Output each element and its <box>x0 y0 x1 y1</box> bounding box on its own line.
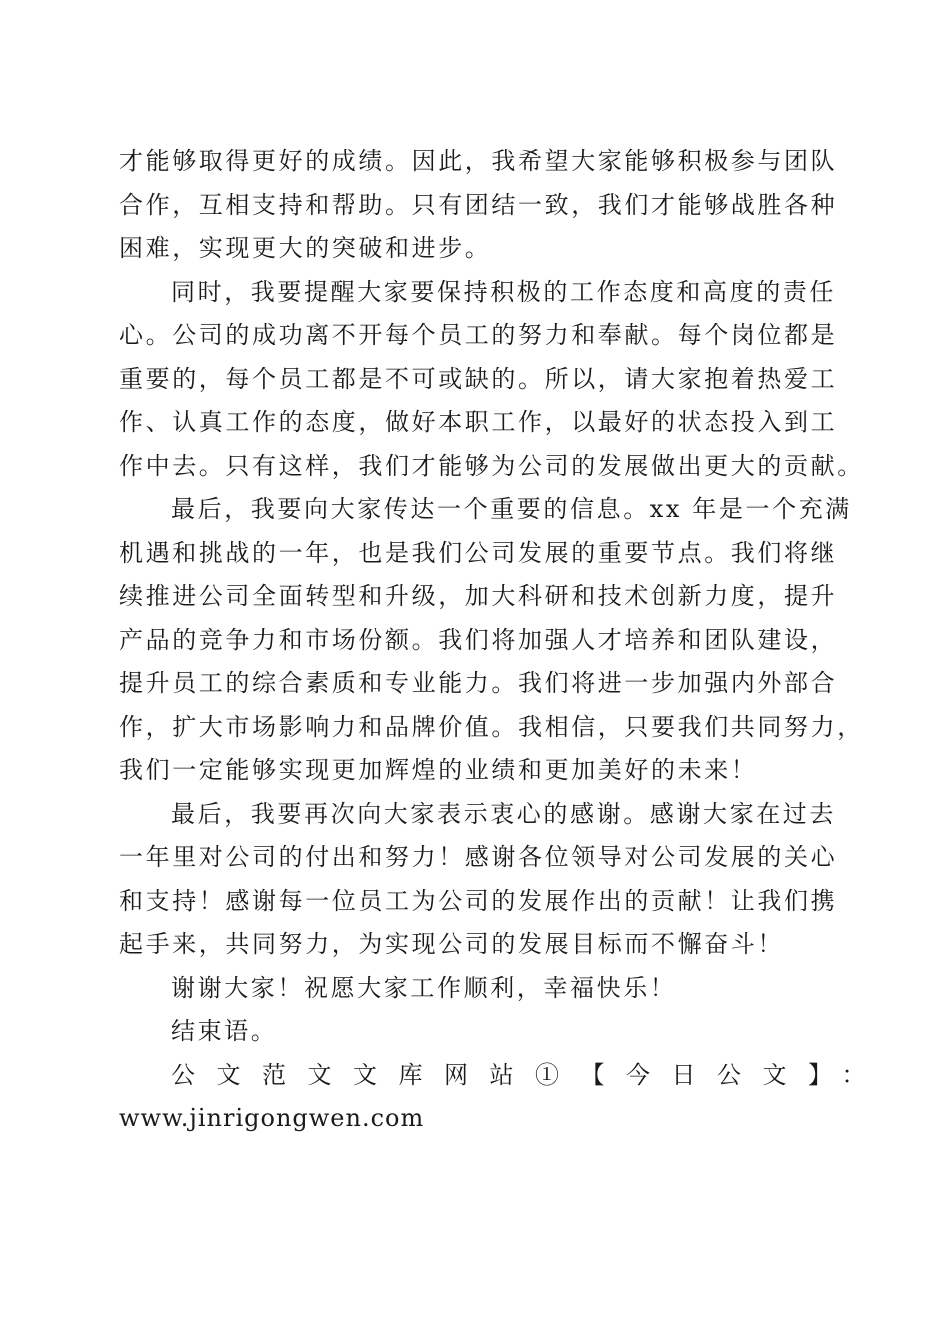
text-line: 续推进公司全面转型和升级，加大科研和技术创新力度，提升 <box>119 582 838 610</box>
text-line: 提升员工的综合素质和专业能力。我们将进一步加强内外部合 <box>119 669 838 697</box>
paragraph-start-line: 最后，我要向大家传达一个重要的信息。xx 年是一个充满 <box>171 495 852 523</box>
text-line: 合作，互相支持和帮助。只有团结一致，我们才能够战胜各种 <box>119 190 838 219</box>
text-line: 和支持！感谢每一位员工为公司的发展作出的贡献！让我们携 <box>119 886 838 915</box>
website-label: 公文范文文库网站①【今日公文】： <box>171 1060 887 1089</box>
closing-remark: 结束语。 <box>171 1017 278 1045</box>
text-line: 心。公司的成功离不开每个员工的努力和奉献。每个岗位都是 <box>119 321 838 349</box>
document-body <box>119 140 887 1141</box>
text-line: 作、认真工作的态度，做好本职工作，以最好的状态投入到工 <box>119 408 838 436</box>
text-line: 产品的竞争力和市场份额。我们将加强人才培养和团队建设， <box>119 625 838 654</box>
paragraph-start-line: 同时，我要提醒大家要保持积极的工作态度和高度的责任 <box>171 277 836 306</box>
paragraph-start-line: 最后，我要再次向大家表示衷心的感谢。感谢大家在过去 <box>171 799 836 828</box>
text-line: 我们一定能够实现更加辉煌的业绩和更加美好的未来！ <box>119 756 758 784</box>
text-line: 重要的，每个员工都是不可或缺的。所以，请大家抱着热爱工 <box>119 364 838 393</box>
text-line: 困难，实现更大的突破和进步。 <box>119 234 492 262</box>
text-line: 作，扩大市场影响力和品牌价值。我相信，只要我们共同努力， <box>119 712 864 741</box>
text-line: 才能够取得更好的成绩。因此，我希望大家能够积极参与团队 <box>119 147 838 175</box>
text-line: 作中去。只有这样，我们才能够为公司的发展做出更大的贡献。 <box>119 451 864 480</box>
text-line: 机遇和挑战的一年，也是我们公司发展的重要节点。我们将继 <box>119 538 838 567</box>
text-line: 一年里对公司的付出和努力！感谢各位领导对公司发展的关心 <box>119 843 838 871</box>
closing-thanks: 谢谢大家！祝愿大家工作顺利，幸福快乐！ <box>171 973 677 1002</box>
website-url: www.jinrigongwen.com <box>119 1104 425 1132</box>
text-line: 起手来，共同努力，为实现公司的发展目标而不懈奋斗！ <box>119 930 784 958</box>
